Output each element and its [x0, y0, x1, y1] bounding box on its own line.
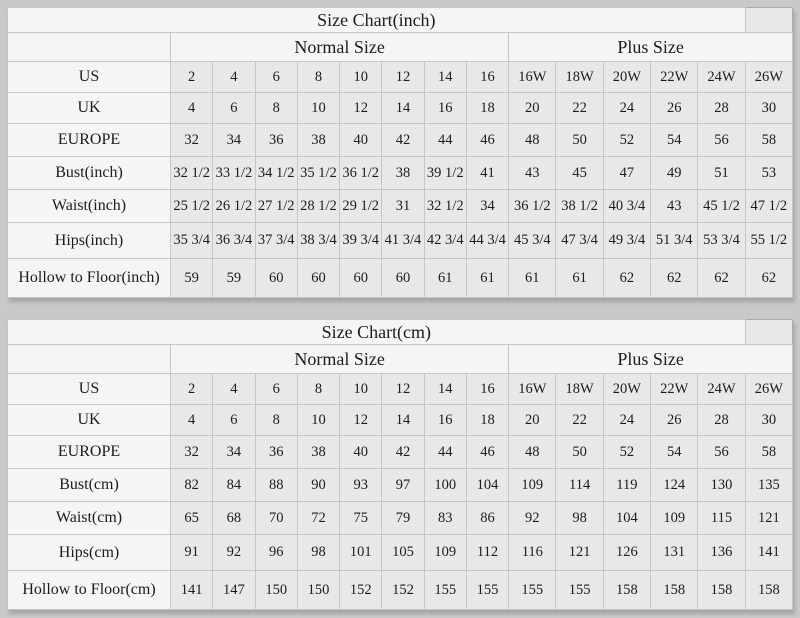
size-value-cell: 6	[255, 62, 297, 93]
size-value-cell: 49	[651, 157, 698, 190]
size-value-cell: 45 1/2	[698, 190, 745, 223]
size-value-cell: 42 3/4	[424, 223, 466, 259]
size-value-cell: 75	[340, 502, 382, 535]
size-value-cell: 45 3/4	[509, 223, 556, 259]
size-value-cell: 10	[340, 374, 382, 405]
table-row	[8, 259, 793, 298]
size-value-cell: 14	[382, 93, 424, 124]
size-value-cell: 158	[651, 571, 698, 610]
size-value-cell: 46	[466, 436, 508, 469]
size-value-cell: 16W	[509, 374, 556, 405]
row-label: Hips(inch)	[8, 223, 171, 259]
size-value-cell: 8	[297, 62, 339, 93]
size-value-cell: 36	[255, 124, 297, 157]
size-value-cell: 61	[466, 259, 508, 298]
size-value-cell: 4	[213, 374, 255, 405]
size-value-cell: 86	[466, 502, 508, 535]
size-value-cell: 98	[297, 535, 339, 571]
size-value-cell: 58	[745, 436, 792, 469]
size-value-cell: 24W	[698, 374, 745, 405]
size-value-cell: 10	[297, 93, 339, 124]
size-value-cell: 26W	[745, 62, 792, 93]
table-row	[8, 190, 793, 223]
size-value-cell: 40	[340, 124, 382, 157]
size-value-cell: 6	[213, 93, 255, 124]
size-value-cell: 109	[651, 502, 698, 535]
size-value-cell: 43	[509, 157, 556, 190]
size-value-cell: 8	[255, 405, 297, 436]
size-value-cell: 48	[509, 124, 556, 157]
size-value-cell: 38	[297, 124, 339, 157]
size-value-cell: 4	[213, 62, 255, 93]
size-value-cell: 68	[213, 502, 255, 535]
row-label: Waist(cm)	[8, 502, 171, 535]
size-value-cell: 20W	[603, 62, 650, 93]
size-value-cell: 39 1/2	[424, 157, 466, 190]
size-group-header-row	[8, 345, 793, 374]
size-value-cell: 155	[424, 571, 466, 610]
size-value-cell: 60	[297, 259, 339, 298]
table-row	[8, 93, 793, 124]
size-value-cell: 93	[340, 469, 382, 502]
size-value-cell: 50	[556, 436, 603, 469]
size-value-cell: 158	[603, 571, 650, 610]
size-value-cell: 22	[556, 405, 603, 436]
row-label: EUROPE	[8, 436, 171, 469]
size-value-cell: 26 1/2	[213, 190, 255, 223]
size-value-cell: 2	[171, 62, 213, 93]
size-value-cell: 16W	[509, 62, 556, 93]
size-value-cell: 47 3/4	[556, 223, 603, 259]
size-value-cell: 60	[255, 259, 297, 298]
size-value-cell: 62	[651, 259, 698, 298]
size-value-cell: 34 1/2	[255, 157, 297, 190]
size-value-cell: 12	[382, 62, 424, 93]
size-value-cell: 155	[556, 571, 603, 610]
size-value-cell: 130	[698, 469, 745, 502]
size-value-cell: 6	[213, 405, 255, 436]
size-value-cell: 41 3/4	[382, 223, 424, 259]
chart-title-cm: Size Chart(cm)	[8, 320, 746, 345]
size-value-cell: 105	[382, 535, 424, 571]
size-value-cell: 28 1/2	[297, 190, 339, 223]
size-value-cell: 4	[171, 405, 213, 436]
size-value-cell: 88	[255, 469, 297, 502]
size-value-cell: 62	[745, 259, 792, 298]
size-value-cell: 60	[382, 259, 424, 298]
table-title-row	[8, 8, 793, 33]
size-value-cell: 16	[424, 93, 466, 124]
size-value-cell: 39 3/4	[340, 223, 382, 259]
size-value-cell: 34	[213, 436, 255, 469]
size-chart-cm-table	[7, 319, 793, 610]
size-value-cell: 6	[255, 374, 297, 405]
size-value-cell: 79	[382, 502, 424, 535]
size-value-cell: 54	[651, 124, 698, 157]
table-row	[8, 62, 793, 93]
size-value-cell: 60	[340, 259, 382, 298]
table-title-row	[8, 320, 793, 345]
size-value-cell: 53	[745, 157, 792, 190]
size-value-cell: 90	[297, 469, 339, 502]
size-value-cell: 53 3/4	[698, 223, 745, 259]
size-value-cell: 34	[213, 124, 255, 157]
size-value-cell: 58	[745, 124, 792, 157]
row-label: Hollow to Floor(inch)	[8, 259, 171, 298]
row-label: US	[8, 62, 171, 93]
size-value-cell: 2	[171, 374, 213, 405]
table-row	[8, 469, 793, 502]
table-row	[8, 436, 793, 469]
size-value-cell: 83	[424, 502, 466, 535]
chart-title-inch: Size Chart(inch)	[8, 8, 746, 33]
size-value-cell: 109	[424, 535, 466, 571]
size-value-cell: 92	[509, 502, 556, 535]
size-value-cell: 62	[603, 259, 650, 298]
size-value-cell: 16	[466, 62, 508, 93]
size-value-cell: 33 1/2	[213, 157, 255, 190]
corner-cell	[8, 345, 171, 374]
size-value-cell: 26	[651, 405, 698, 436]
table-row	[8, 223, 793, 259]
size-value-cell: 45	[556, 157, 603, 190]
size-value-cell: 115	[698, 502, 745, 535]
size-value-cell: 31	[382, 190, 424, 223]
size-value-cell: 121	[745, 502, 792, 535]
size-value-cell: 24W	[698, 62, 745, 93]
normal-size-header: Normal Size	[171, 345, 509, 374]
size-value-cell: 35 3/4	[171, 223, 213, 259]
size-value-cell: 32	[171, 124, 213, 157]
size-value-cell: 16	[424, 405, 466, 436]
size-value-cell: 22	[556, 93, 603, 124]
size-value-cell: 135	[745, 469, 792, 502]
size-value-cell: 65	[171, 502, 213, 535]
size-value-cell: 59	[213, 259, 255, 298]
size-group-header-row	[8, 33, 793, 62]
size-value-cell: 136	[698, 535, 745, 571]
size-value-cell: 38 1/2	[556, 190, 603, 223]
size-value-cell: 42	[382, 124, 424, 157]
size-value-cell: 109	[509, 469, 556, 502]
size-value-cell: 14	[424, 374, 466, 405]
size-value-cell: 91	[171, 535, 213, 571]
size-value-cell: 121	[556, 535, 603, 571]
size-value-cell: 18	[466, 93, 508, 124]
plus-size-header: Plus Size	[509, 345, 793, 374]
size-value-cell: 104	[466, 469, 508, 502]
size-value-cell: 32 1/2	[171, 157, 213, 190]
size-value-cell: 38	[382, 157, 424, 190]
size-value-cell: 98	[556, 502, 603, 535]
size-value-cell: 47	[603, 157, 650, 190]
size-value-cell: 10	[297, 405, 339, 436]
size-value-cell: 40	[340, 436, 382, 469]
size-value-cell: 10	[340, 62, 382, 93]
size-value-cell: 59	[171, 259, 213, 298]
size-value-cell: 4	[171, 93, 213, 124]
size-chart-inch-body	[8, 62, 793, 298]
size-value-cell: 101	[340, 535, 382, 571]
size-value-cell: 18W	[556, 374, 603, 405]
size-value-cell: 24	[603, 93, 650, 124]
row-label: UK	[8, 405, 171, 436]
size-value-cell: 30	[745, 93, 792, 124]
table-row	[8, 571, 793, 610]
size-value-cell: 116	[509, 535, 556, 571]
size-value-cell: 61	[509, 259, 556, 298]
size-value-cell: 12	[382, 374, 424, 405]
row-label: EUROPE	[8, 124, 171, 157]
size-value-cell: 32 1/2	[424, 190, 466, 223]
size-value-cell: 22W	[651, 374, 698, 405]
size-value-cell: 44	[424, 124, 466, 157]
row-label: US	[8, 374, 171, 405]
size-value-cell: 38	[297, 436, 339, 469]
size-value-cell: 36	[255, 436, 297, 469]
row-label: Hips(cm)	[8, 535, 171, 571]
size-value-cell: 41	[466, 157, 508, 190]
table-row	[8, 124, 793, 157]
table-row	[8, 535, 793, 571]
size-value-cell: 14	[424, 62, 466, 93]
size-value-cell: 72	[297, 502, 339, 535]
size-value-cell: 8	[297, 374, 339, 405]
size-value-cell: 141	[745, 535, 792, 571]
size-value-cell: 47 1/2	[745, 190, 792, 223]
table-row	[8, 157, 793, 190]
table-row	[8, 502, 793, 535]
size-value-cell: 112	[466, 535, 508, 571]
size-value-cell: 97	[382, 469, 424, 502]
size-chart-cm-body	[8, 374, 793, 610]
size-value-cell: 56	[698, 124, 745, 157]
size-value-cell: 54	[651, 436, 698, 469]
size-value-cell: 84	[213, 469, 255, 502]
size-value-cell: 62	[698, 259, 745, 298]
size-value-cell: 30	[745, 405, 792, 436]
size-value-cell: 44	[424, 436, 466, 469]
row-label: Waist(inch)	[8, 190, 171, 223]
size-value-cell: 61	[556, 259, 603, 298]
size-value-cell: 35 1/2	[297, 157, 339, 190]
size-value-cell: 158	[698, 571, 745, 610]
size-value-cell: 44 3/4	[466, 223, 508, 259]
size-value-cell: 29 1/2	[340, 190, 382, 223]
size-value-cell: 43	[651, 190, 698, 223]
size-value-cell: 141	[171, 571, 213, 610]
plus-size-header: Plus Size	[509, 33, 793, 62]
size-value-cell: 26W	[745, 374, 792, 405]
size-value-cell: 27 1/2	[255, 190, 297, 223]
size-value-cell: 155	[509, 571, 556, 610]
size-value-cell: 36 1/2	[509, 190, 556, 223]
size-value-cell: 48	[509, 436, 556, 469]
size-value-cell: 126	[603, 535, 650, 571]
size-value-cell: 36 3/4	[213, 223, 255, 259]
size-value-cell: 82	[171, 469, 213, 502]
size-value-cell: 42	[382, 436, 424, 469]
size-value-cell: 8	[255, 93, 297, 124]
size-value-cell: 28	[698, 405, 745, 436]
size-value-cell: 61	[424, 259, 466, 298]
size-value-cell: 96	[255, 535, 297, 571]
size-value-cell: 51	[698, 157, 745, 190]
size-value-cell: 152	[382, 571, 424, 610]
size-value-cell: 49 3/4	[603, 223, 650, 259]
row-label: UK	[8, 93, 171, 124]
size-value-cell: 36 1/2	[340, 157, 382, 190]
size-value-cell: 70	[255, 502, 297, 535]
size-value-cell: 14	[382, 405, 424, 436]
size-value-cell: 18W	[556, 62, 603, 93]
size-value-cell: 52	[603, 124, 650, 157]
size-value-cell: 55 1/2	[745, 223, 792, 259]
size-value-cell: 51 3/4	[651, 223, 698, 259]
size-value-cell: 147	[213, 571, 255, 610]
size-value-cell: 119	[603, 469, 650, 502]
size-value-cell: 22W	[651, 62, 698, 93]
corner-cell	[8, 33, 171, 62]
row-label: Bust(inch)	[8, 157, 171, 190]
size-value-cell: 18	[466, 405, 508, 436]
size-value-cell: 20W	[603, 374, 650, 405]
size-value-cell: 131	[651, 535, 698, 571]
size-value-cell: 104	[603, 502, 650, 535]
size-value-cell: 158	[745, 571, 792, 610]
row-label: Bust(cm)	[8, 469, 171, 502]
row-label: Hollow to Floor(cm)	[8, 571, 171, 610]
size-value-cell: 155	[466, 571, 508, 610]
size-value-cell: 52	[603, 436, 650, 469]
size-value-cell: 46	[466, 124, 508, 157]
size-chart-inch-table	[7, 7, 793, 298]
size-value-cell: 50	[556, 124, 603, 157]
size-value-cell: 56	[698, 436, 745, 469]
size-value-cell: 26	[651, 93, 698, 124]
size-value-cell: 114	[556, 469, 603, 502]
size-value-cell: 40 3/4	[603, 190, 650, 223]
size-value-cell: 24	[603, 405, 650, 436]
size-value-cell: 152	[340, 571, 382, 610]
size-value-cell: 12	[340, 405, 382, 436]
size-value-cell: 100	[424, 469, 466, 502]
size-value-cell: 92	[213, 535, 255, 571]
size-value-cell: 150	[255, 571, 297, 610]
size-value-cell: 34	[466, 190, 508, 223]
table-row	[8, 405, 793, 436]
size-value-cell: 124	[651, 469, 698, 502]
size-value-cell: 20	[509, 405, 556, 436]
normal-size-header: Normal Size	[171, 33, 509, 62]
size-value-cell: 38 3/4	[297, 223, 339, 259]
size-value-cell: 25 1/2	[171, 190, 213, 223]
table-row	[8, 374, 793, 405]
size-value-cell: 12	[340, 93, 382, 124]
size-value-cell: 37 3/4	[255, 223, 297, 259]
size-value-cell: 32	[171, 436, 213, 469]
size-value-cell: 16	[466, 374, 508, 405]
size-value-cell: 150	[297, 571, 339, 610]
size-value-cell: 20	[509, 93, 556, 124]
size-value-cell: 28	[698, 93, 745, 124]
